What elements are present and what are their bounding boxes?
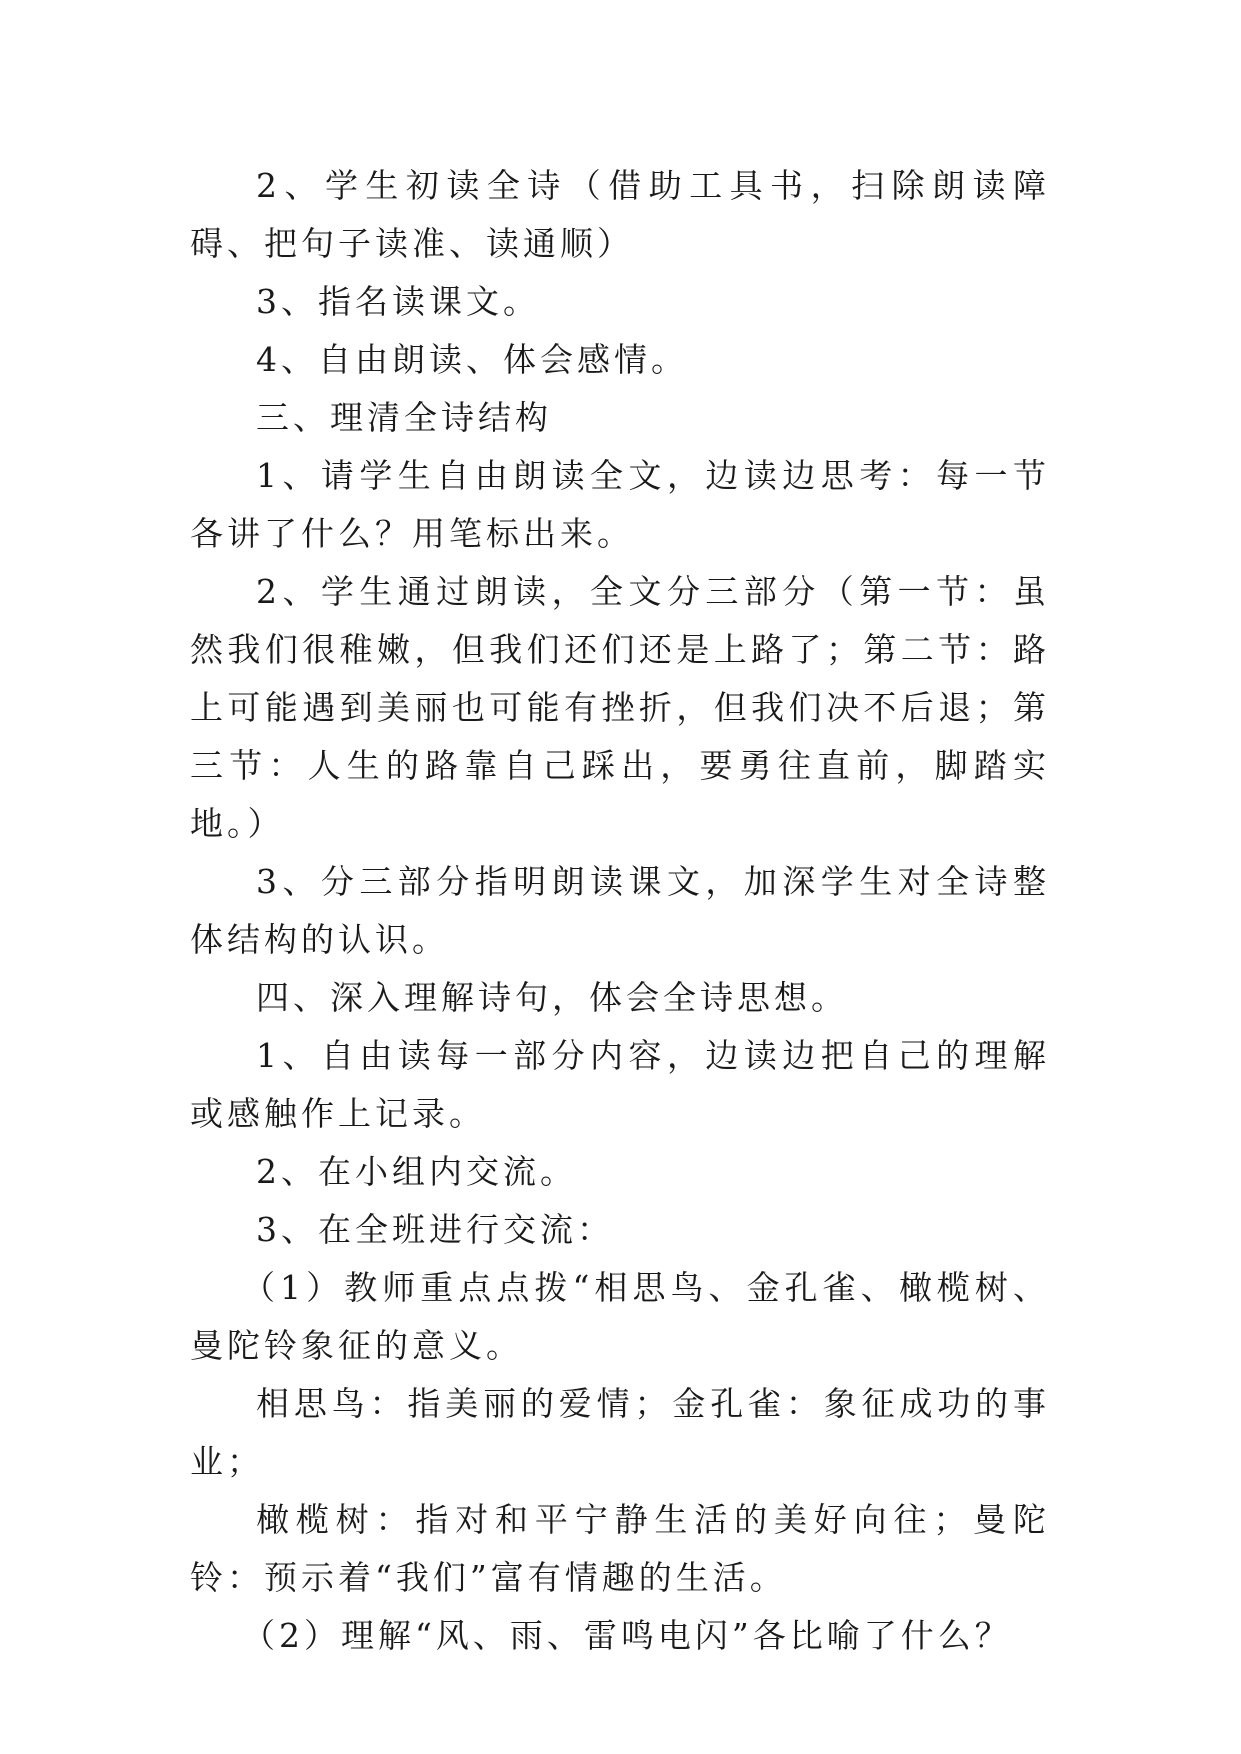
paragraph-step-3-read-aloud: 3、指名读课文。 [256,282,540,321]
section-heading-structure: 三、理清全诗结构 [256,398,552,437]
paragraph-understanding-step-3: 3、在全班进行交流： [256,1210,614,1249]
paragraph-structure-step-2: 2、学生通过朗读，全文分三部分（第一节：虽然我们很稚嫩，但我们还们还是上路了；第二节：路上可能遇到美丽也可能有挫折，但我们决不后退；第三节：人生的路靠自己踩出，要勇往直前，脚踏实地。） [190,572,1050,843]
section-heading-understanding: 四、深入理解诗句，体会全诗思想。 [256,978,848,1017]
paragraph-structure-step-1: 1、请学生自由朗读全文，边读边思考：每一节各讲了什么？用笔标出来。 [190,456,1050,553]
paragraph-understanding-step-1: 1、自由读每一部分内容，边读边把自己的理解或感触作上记录。 [190,1036,1050,1133]
paragraph-step-2-first-reading: 2、学生初读全诗（借助工具书，扫除朗读障碍、把句子读准、读通顺） [190,166,1050,263]
paragraph-structure-step-3: 3、分三部分指明朗读课文，加深学生对全诗整体结构的认识。 [190,862,1050,959]
paragraph-symbol-meaning-2: 橄榄树：指对和平宁静生活的美好向往；曼陀铃：预示着“我们”富有情趣的生活。 [190,1500,1050,1597]
paragraph-step-4-free-reading: 4、自由朗读、体会感情。 [256,340,688,379]
paragraph-sub-item-2: （2）理解“风、雨、雷鸣电闪”各比喻了什么？ [242,1616,1012,1655]
paragraph-sub-item-1: （1）教师重点点拨“相思鸟、金孔雀、橄榄树、曼陀铃象征的意义。 [190,1268,1050,1365]
paragraph-symbol-meaning-1: 相思鸟：指美丽的爱情；金孔雀：象征成功的事业； [190,1384,1050,1481]
document-body [190,157,1050,1665]
paragraph-understanding-step-2: 2、在小组内交流。 [256,1152,577,1191]
